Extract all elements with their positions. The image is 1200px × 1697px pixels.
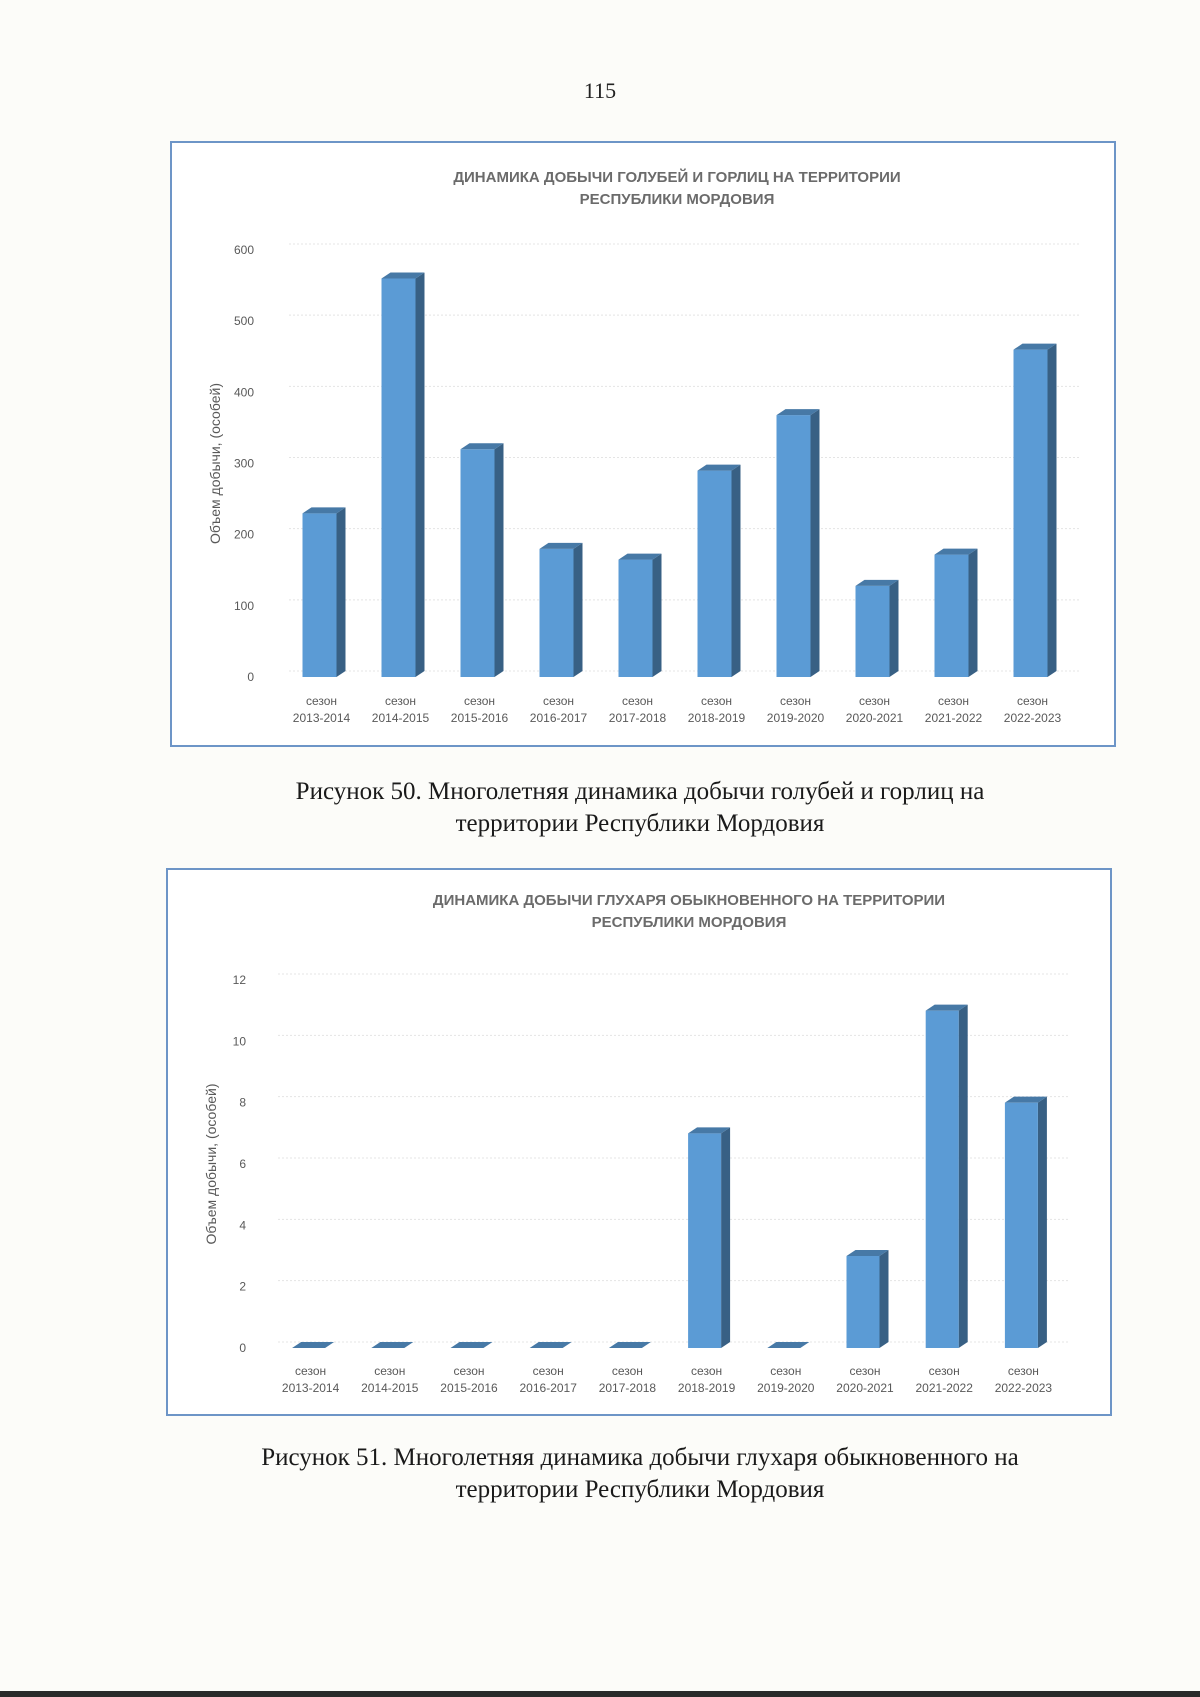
chart2-category-label: сезон bbox=[374, 1364, 406, 1378]
chart2-bar bbox=[688, 1127, 730, 1348]
chart-pigeons-doves-svg bbox=[172, 143, 1118, 749]
chart2-bar-top bbox=[371, 1342, 413, 1348]
chart2-bar bbox=[767, 1342, 809, 1348]
chart2-title-line-1: ДИНАМИКА ДОБЫЧИ ГЛУХАРЯ ОБЫКНОВЕННОГО НА ТЕРРИТОРИИ bbox=[432, 892, 946, 909]
chart1-category-label: сезон bbox=[463, 694, 496, 708]
figure-50-caption bbox=[0, 776, 1200, 840]
chart2-y-tick-label: 0 bbox=[239, 1341, 246, 1355]
chart1-category-label: сезон bbox=[384, 694, 417, 708]
chart-pigeons-doves bbox=[170, 141, 1116, 747]
chart1-y-tick-label: 100 bbox=[233, 598, 254, 613]
chart1-bar bbox=[461, 443, 504, 677]
chart1-y-tick-label: 600 bbox=[233, 243, 254, 257]
chart-capercaillie bbox=[166, 868, 1112, 1416]
chart1-bar bbox=[777, 409, 820, 677]
chart2-bar bbox=[847, 1250, 889, 1348]
chart1-bar-side bbox=[890, 580, 899, 677]
chart2-bar-top bbox=[292, 1342, 334, 1348]
chart2-y-tick-label: 10 bbox=[232, 1034, 246, 1049]
chart2-category-label: 2016-2017 bbox=[519, 1381, 577, 1395]
scan-bottom-edge bbox=[0, 1691, 1200, 1697]
chart2-category-label: 2021-2022 bbox=[915, 1381, 973, 1395]
chart2-bar-side bbox=[959, 1005, 968, 1348]
chart1-category-label: 2014-2015 bbox=[371, 711, 430, 725]
chart2-bar-side bbox=[880, 1250, 889, 1348]
chart2-y-tick-label: 2 bbox=[239, 1279, 246, 1294]
chart1-category-label: 2021-2022 bbox=[924, 711, 983, 725]
chart2-bar-side bbox=[1038, 1097, 1047, 1348]
chart2-category-label: сезон bbox=[770, 1364, 802, 1378]
chart2-bar bbox=[371, 1342, 413, 1348]
chart2-category-label: сезон bbox=[611, 1364, 643, 1378]
chart1-bar-front bbox=[461, 449, 495, 677]
chart1-category-label: сезон bbox=[305, 694, 338, 708]
chart2-bar-top bbox=[767, 1342, 809, 1348]
page-number: 115 bbox=[583, 78, 617, 103]
chart1-bar-side bbox=[337, 507, 346, 677]
chart2-y-tick-label: 8 bbox=[239, 1095, 246, 1110]
chart1-category-label: 2020-2021 bbox=[845, 711, 904, 725]
chart1-category-label: 2022-2023 bbox=[1003, 711, 1062, 725]
chart1-bar-front bbox=[619, 560, 653, 677]
figure-51-caption-line-2: территории Республики Мордовия bbox=[455, 1476, 825, 1503]
chart2-bar-top bbox=[530, 1342, 572, 1348]
figure-51-caption bbox=[0, 1442, 1200, 1506]
chart1-category-label: сезон bbox=[542, 694, 575, 708]
chart1-y-tick-label: 500 bbox=[233, 314, 254, 329]
chart-capercaillie-svg bbox=[168, 870, 1114, 1418]
chart2-bar bbox=[451, 1342, 493, 1348]
chart2-category-label: сезон bbox=[295, 1364, 327, 1378]
chart1-category-label: сезон bbox=[1016, 694, 1049, 708]
chart2-category-label: сезон bbox=[849, 1364, 881, 1378]
chart2-category-label: 2019-2020 bbox=[757, 1381, 815, 1395]
chart1-bar-side bbox=[574, 543, 583, 677]
chart1-category-label: 2015-2016 bbox=[450, 711, 509, 725]
chart1-bar-side bbox=[1048, 344, 1057, 677]
figure-51-caption-line-1: Рисунок 51. Многолетняя динамика добычи глухаря обыкновенного на bbox=[261, 1444, 1019, 1471]
chart1-title-line-1: ДИНАМИКА ДОБЫЧИ ГОЛУБЕЙ И ГОРЛИЦ НА ТЕРРИТОРИИ bbox=[453, 169, 901, 186]
chart1-category-label: сезон bbox=[858, 694, 891, 708]
chart1-bar bbox=[935, 549, 978, 677]
chart1-category-label: сезон bbox=[779, 694, 812, 708]
chart1-bar-front bbox=[303, 513, 337, 677]
figure-50-caption-line-1: Рисунок 50. Многолетняя динамика добычи голубей и горлиц на bbox=[295, 778, 985, 805]
chart2-bar-top bbox=[451, 1342, 493, 1348]
chart2-category-label: 2017-2018 bbox=[598, 1381, 657, 1395]
chart1-title-line-2: РЕСПУБЛИКИ МОРДОВИЯ bbox=[579, 191, 775, 208]
chart1-bar-front bbox=[540, 549, 574, 677]
chart1-category-label: сезон bbox=[937, 694, 970, 708]
chart1-y-axis-title: Объем добычи, (особей) bbox=[207, 383, 223, 544]
chart1-category-label: сезон bbox=[621, 694, 654, 708]
chart1-bar-side bbox=[969, 549, 978, 677]
chart1-bar bbox=[619, 554, 662, 677]
chart1-category-label: 2016-2017 bbox=[529, 711, 588, 725]
chart1-bar bbox=[856, 580, 899, 677]
chart1-y-tick-label: 200 bbox=[233, 527, 254, 542]
chart2-category-label: 2022-2023 bbox=[994, 1381, 1053, 1395]
chart1-y-tick-label: 0 bbox=[247, 670, 254, 684]
chart1-bar-front bbox=[698, 471, 732, 677]
chart2-bar bbox=[292, 1342, 334, 1348]
chart2-bar-front bbox=[926, 1011, 959, 1348]
chart1-y-tick-label: 400 bbox=[233, 385, 254, 400]
chart2-category-label: сезон bbox=[532, 1364, 564, 1378]
chart1-bar-side bbox=[416, 272, 425, 677]
chart1-bar bbox=[698, 465, 741, 677]
chart1-bar-side bbox=[811, 409, 820, 677]
chart1-bar-side bbox=[732, 465, 741, 677]
chart1-bar-side bbox=[495, 443, 504, 677]
chart1-bar-front bbox=[1014, 350, 1048, 677]
chart1-category-label: 2013-2014 bbox=[292, 711, 351, 725]
chart2-y-axis-title: Объем добычи, (особей) bbox=[203, 1083, 219, 1245]
chart1-bar-front bbox=[856, 586, 890, 677]
chart2-category-label: 2018-2019 bbox=[677, 1381, 736, 1395]
chart2-category-label: 2020-2021 bbox=[836, 1381, 894, 1395]
chart2-bar-front bbox=[847, 1256, 880, 1348]
chart1-bar bbox=[1014, 344, 1057, 677]
chart1-bar bbox=[303, 507, 346, 677]
chart2-bar bbox=[1005, 1097, 1047, 1348]
chart2-bar bbox=[609, 1342, 651, 1348]
figure-50-caption-line-2: территории Республики Мордовия bbox=[455, 810, 825, 837]
chart2-category-label: сезон bbox=[691, 1364, 723, 1378]
chart2-category-label: 2013-2014 bbox=[281, 1381, 340, 1395]
chart2-bar-top bbox=[609, 1342, 651, 1348]
chart1-y-tick-label: 300 bbox=[233, 456, 254, 471]
chart2-category-label: сезон bbox=[1007, 1364, 1039, 1378]
chart2-y-tick-label: 4 bbox=[239, 1218, 246, 1233]
chart1-category-label: 2019-2020 bbox=[766, 711, 825, 725]
chart1-bar-front bbox=[382, 278, 416, 677]
chart2-category-label: 2014-2015 bbox=[361, 1381, 419, 1395]
chart2-y-tick-label: 6 bbox=[239, 1157, 246, 1171]
chart2-bar-side bbox=[721, 1127, 730, 1348]
chart2-bar bbox=[926, 1005, 968, 1348]
chart1-category-label: 2017-2018 bbox=[608, 711, 667, 725]
chart1-bar-front bbox=[777, 415, 811, 677]
chart1-bar bbox=[540, 543, 583, 677]
chart1-bar-side bbox=[653, 554, 662, 677]
chart1-category-label: сезон bbox=[700, 694, 733, 708]
chart1-bar-front bbox=[935, 555, 969, 677]
chart2-bar bbox=[530, 1342, 572, 1348]
chart2-category-label: сезон bbox=[928, 1364, 960, 1378]
chart2-category-label: сезон bbox=[453, 1364, 485, 1378]
chart1-category-label: 2018-2019 bbox=[687, 711, 746, 725]
chart2-bar-front bbox=[1005, 1103, 1038, 1348]
chart2-category-label: 2015-2016 bbox=[440, 1381, 498, 1395]
chart2-y-tick-label: 12 bbox=[232, 973, 246, 987]
chart2-title-line-2: РЕСПУБЛИКИ МОРДОВИЯ bbox=[591, 914, 787, 931]
chart1-bar bbox=[382, 272, 425, 677]
chart2-bar-front bbox=[688, 1133, 721, 1348]
